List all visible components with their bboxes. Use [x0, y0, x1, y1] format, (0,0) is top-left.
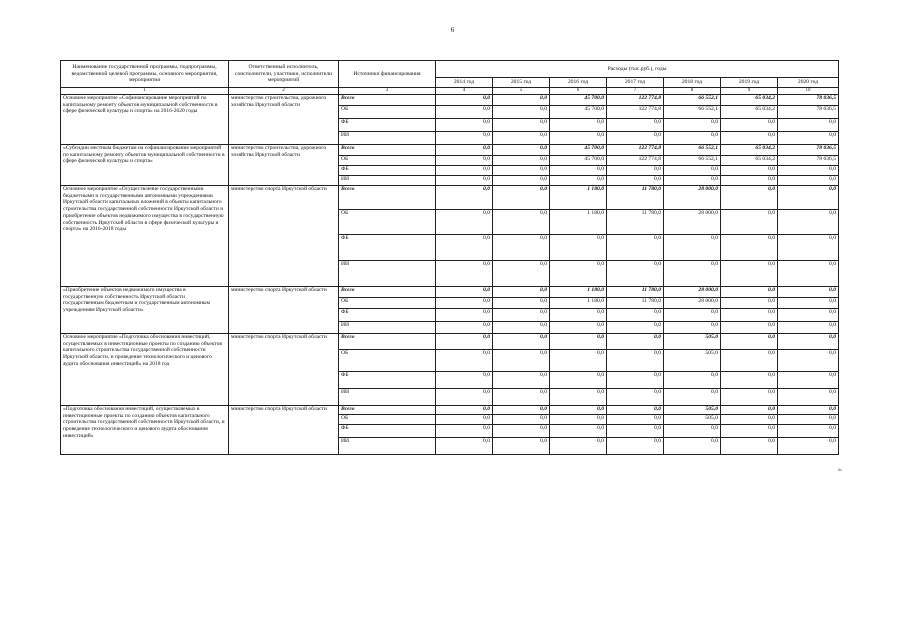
header-executor: Ответственный исполнитель, соисполнители, участники, исполнители мероприятий [229, 61, 339, 88]
expense-value: 0,0 [778, 176, 839, 186]
expense-value: 0,0 [550, 261, 607, 287]
expense-value: 0,0 [778, 350, 839, 372]
funding-source: ФБ [339, 372, 436, 389]
expense-value: 0,0 [778, 132, 839, 145]
expense-value: 0,0 [721, 186, 778, 210]
column-number: 3 [339, 88, 436, 95]
table-body [61, 95, 839, 455]
table-row [61, 334, 839, 350]
expense-value: 0,0 [664, 389, 721, 406]
expense-value: 0,0 [436, 372, 493, 389]
funding-source: ОБ [339, 415, 436, 425]
activity-name: «Подготовка обоснования инвестиций, осуществляемых в инвестиционные проекты по созданию объектов капитального строительства государственной собственности Иркутской области, и проведение технологического и ценового аудита обоснования инвестиций» [61, 406, 229, 455]
expense-value: 0,0 [778, 210, 839, 235]
expense-value: 45 700,0 [550, 95, 607, 106]
expense-value: 0,0 [493, 425, 550, 438]
expense-value: 0,0 [436, 389, 493, 406]
expense-value: 0,0 [664, 235, 721, 261]
expense-value: 0,0 [436, 156, 493, 166]
expense-value: 505,0 [664, 334, 721, 350]
expense-value: 0,0 [493, 119, 550, 132]
expense-value: 0,0 [436, 145, 493, 156]
expense-value: 0,0 [436, 287, 493, 298]
expense-value: 122 774,8 [607, 95, 664, 106]
expense-value: 0,0 [721, 389, 778, 406]
expense-value: 1 180,0 [550, 210, 607, 235]
activity-name: Основное мероприятие «Софинансирование мероприятий по капитальному ремонту объектов муниципальной собственности в сфере физической культуры и спорта» на 2016-2020 годы [61, 95, 229, 145]
expense-value: 78 036,5 [778, 156, 839, 166]
funding-source: ОБ [339, 210, 436, 235]
expense-value: 0,0 [607, 261, 664, 287]
funding-source: ИИ [339, 176, 436, 186]
expense-value: 0,0 [550, 322, 607, 334]
funding-source: ФБ [339, 309, 436, 322]
expense-value: 0,0 [436, 235, 493, 261]
expense-value: 11 780,0 [607, 298, 664, 309]
expense-value: 0,0 [493, 438, 550, 455]
expense-value: 0,0 [550, 389, 607, 406]
executor-name: министерство спорта Иркутской области [229, 406, 339, 455]
expense-value: 0,0 [778, 415, 839, 425]
expense-value: 0,0 [664, 322, 721, 334]
expense-value: 0,0 [493, 95, 550, 106]
funding-source: Всего [339, 145, 436, 156]
column-number: 4 [436, 88, 493, 95]
expense-value: 0,0 [721, 309, 778, 322]
expense-value: 0,0 [493, 106, 550, 119]
expense-value: 0,0 [721, 166, 778, 176]
expense-value: 0,0 [778, 372, 839, 389]
header-source: Источники финансирования [339, 61, 436, 88]
expense-value: 78 036,5 [778, 145, 839, 156]
expense-value: 0,0 [664, 119, 721, 132]
header-expenses: Расходы (тыс.руб.), годы [436, 61, 839, 78]
year-header: 2019 год [721, 78, 778, 88]
funding-source: ОБ [339, 298, 436, 309]
funding-source: Всего [339, 334, 436, 350]
executor-name: министерство спорта Иркутской области [229, 334, 339, 406]
executor-name: министерство спорта Иркутской области [229, 186, 339, 287]
expense-value: 65 034,2 [721, 106, 778, 119]
expense-value: 0,0 [664, 425, 721, 438]
expense-value: 0,0 [436, 186, 493, 210]
expense-value: 0,0 [607, 166, 664, 176]
expense-value: 0,0 [607, 309, 664, 322]
closing-mark: ». [838, 467, 843, 473]
expense-value: 0,0 [721, 287, 778, 298]
expense-value: 0,0 [664, 309, 721, 322]
expense-value: 0,0 [778, 438, 839, 455]
expense-value: 0,0 [778, 322, 839, 334]
expense-value: 0,0 [436, 261, 493, 287]
expense-value: 0,0 [550, 309, 607, 322]
expense-value: 0,0 [550, 425, 607, 438]
funding-source: ИИ [339, 132, 436, 145]
table-row [61, 406, 839, 415]
expense-value: 0,0 [664, 261, 721, 287]
activity-name: Основное мероприятие «Подготовка обоснования инвестиций, осуществляемых в инвестиционные проекты по созданию объектов капитального строительства государственной собственности Иркутской области, и проведение технологического и ценового аудита обоснования инвестиций» на 2018 год [61, 334, 229, 406]
expense-value: 0,0 [778, 298, 839, 309]
expense-value: 66 552,1 [664, 156, 721, 166]
expense-value: 0,0 [664, 372, 721, 389]
funding-source: ИИ [339, 322, 436, 334]
expense-value: 0,0 [721, 261, 778, 287]
expense-value: 11 780,0 [607, 287, 664, 298]
expense-value: 0,0 [721, 322, 778, 334]
expense-value: 0,0 [778, 425, 839, 438]
year-header: 2020 год [778, 78, 839, 88]
column-number: 6 [550, 88, 607, 95]
funding-source: ФБ [339, 119, 436, 132]
expense-value: 0,0 [436, 322, 493, 334]
expense-value: 0,0 [664, 166, 721, 176]
funding-source: ОБ [339, 350, 436, 372]
expense-value: 0,0 [493, 389, 550, 406]
expense-value: 0,0 [664, 132, 721, 145]
expense-value: 45 700,0 [550, 156, 607, 166]
column-number: 2 [229, 88, 339, 95]
expense-value: 0,0 [436, 334, 493, 350]
expense-value: 505,0 [664, 406, 721, 415]
expense-value: 0,0 [436, 132, 493, 145]
expense-value: 0,0 [721, 415, 778, 425]
expense-value: 0,0 [436, 210, 493, 235]
expense-value: 65 034,2 [721, 156, 778, 166]
expense-value: 66 552,1 [664, 106, 721, 119]
expense-value: 11 780,0 [607, 186, 664, 210]
expense-value: 0,0 [778, 166, 839, 176]
funding-source: Всего [339, 287, 436, 298]
expense-value: 0,0 [607, 322, 664, 334]
expense-value: 0,0 [493, 298, 550, 309]
expense-value: 0,0 [436, 298, 493, 309]
expense-value: 0,0 [721, 372, 778, 389]
expense-value: 0,0 [550, 334, 607, 350]
expenses-table [60, 60, 839, 455]
expense-value: 0,0 [493, 145, 550, 156]
expense-value: 0,0 [778, 334, 839, 350]
funding-source: ИИ [339, 389, 436, 406]
expense-value: 0,0 [550, 406, 607, 415]
funding-source: ОБ [339, 156, 436, 166]
column-number: 7 [607, 88, 664, 95]
expense-value: 0,0 [721, 406, 778, 415]
expense-value: 0,0 [607, 425, 664, 438]
expense-value: 0,0 [607, 132, 664, 145]
table-row [61, 145, 839, 156]
expense-value: 0,0 [778, 406, 839, 415]
expense-value: 0,0 [607, 235, 664, 261]
expense-value: 0,0 [493, 415, 550, 425]
year-header: 2015 год [493, 78, 550, 88]
expense-value: 0,0 [550, 132, 607, 145]
expense-value: 122 774,8 [607, 145, 664, 156]
expense-value: 1 180,0 [550, 287, 607, 298]
expense-value: 28 000,0 [664, 210, 721, 235]
expense-value: 65 034,2 [721, 145, 778, 156]
expense-value: 65 034,2 [721, 95, 778, 106]
column-number-row [61, 88, 839, 95]
expense-value: 122 774,8 [607, 156, 664, 166]
expense-value: 0,0 [436, 350, 493, 372]
expense-value: 0,0 [550, 415, 607, 425]
expense-value: 0,0 [493, 156, 550, 166]
expense-value: 0,0 [778, 186, 839, 210]
expense-value: 0,0 [436, 309, 493, 322]
year-header: 2016 год [550, 78, 607, 88]
expense-value: 1 180,0 [550, 298, 607, 309]
executor-name: министерство строительства, дорожного хозяйства Иркутской области [229, 145, 339, 186]
expense-value: 0,0 [721, 210, 778, 235]
expense-value: 45 700,0 [550, 106, 607, 119]
activity-name: «Субсидии местным бюджетам на софинансирование мероприятий по капитальному ремонту объектов муниципальной собственности в сфере физической культуры и спорта» [61, 145, 229, 186]
funding-source: ОБ [339, 106, 436, 119]
executor-name: министерство строительства, дорожного хозяйства Иркутской области [229, 95, 339, 145]
funding-source: Всего [339, 186, 436, 210]
expense-value: 0,0 [664, 176, 721, 186]
year-header: 2017 год [607, 78, 664, 88]
column-number: 9 [721, 88, 778, 95]
expense-value: 0,0 [721, 176, 778, 186]
expense-value: 0,0 [721, 425, 778, 438]
expense-value: 0,0 [607, 415, 664, 425]
expense-value: 1 180,0 [550, 186, 607, 210]
expense-value: 0,0 [721, 119, 778, 132]
funding-source: ФБ [339, 235, 436, 261]
activity-name: Основное мероприятие «Осуществление государственными бюджетными и государственными автономными учреждениями Иркутской области капитальных вложений в объекты капитального строительства государственной собственности Иркутской области и приобретение объектов недвижимого имущества в государственную собственность Иркутской области в сфере физической культуры и спорта» на 2016-2018 годы [61, 186, 229, 287]
expense-value: 0,0 [607, 350, 664, 372]
expense-value: 0,0 [436, 119, 493, 132]
expense-value: 66 552,1 [664, 145, 721, 156]
expense-value: 505,0 [664, 415, 721, 425]
funding-source: ФБ [339, 166, 436, 176]
expense-value: 0,0 [721, 235, 778, 261]
expense-value: 28 000,0 [664, 287, 721, 298]
expense-value: 0,0 [436, 438, 493, 455]
expense-value: 0,0 [436, 106, 493, 119]
expense-value: 0,0 [493, 287, 550, 298]
funding-source: Всего [339, 95, 436, 106]
expense-value: 122 774,8 [607, 106, 664, 119]
expense-value: 0,0 [493, 309, 550, 322]
expense-value: 0,0 [493, 210, 550, 235]
column-number: 10 [778, 88, 839, 95]
expense-value: 0,0 [721, 438, 778, 455]
expense-value: 0,0 [550, 350, 607, 372]
expense-value: 0,0 [493, 132, 550, 145]
expense-value: 0,0 [550, 372, 607, 389]
funding-source: ИИ [339, 261, 436, 287]
expense-value: 0,0 [493, 334, 550, 350]
expense-value: 0,0 [436, 415, 493, 425]
expense-value: 0,0 [436, 176, 493, 186]
expense-value: 0,0 [493, 406, 550, 415]
expense-value: 0,0 [550, 119, 607, 132]
table-row [61, 95, 839, 106]
year-header: 2014 год [436, 78, 493, 88]
expense-value: 0,0 [607, 119, 664, 132]
column-number: 8 [664, 88, 721, 95]
expense-value: 0,0 [778, 261, 839, 287]
header-name: Наименование государственной программы, подпрограммы, ведомственной целевой программы, основного мероприятия, мероприятия [61, 61, 229, 88]
expense-value: 0,0 [607, 176, 664, 186]
expense-value: 28 000,0 [664, 298, 721, 309]
expense-value: 0,0 [436, 95, 493, 106]
year-header: 2018 год [664, 78, 721, 88]
expense-value: 0,0 [607, 389, 664, 406]
expense-value: 0,0 [493, 166, 550, 176]
column-number: 1 [61, 88, 229, 95]
funding-source: Всего [339, 406, 436, 415]
expense-value: 0,0 [493, 176, 550, 186]
expense-value: 0,0 [493, 350, 550, 372]
expense-value: 0,0 [493, 186, 550, 210]
executor-name: министерство спорта Иркутской области [229, 287, 339, 334]
table-row [61, 186, 839, 210]
expense-value: 11 780,0 [607, 210, 664, 235]
expense-value: 78 036,5 [778, 95, 839, 106]
activity-name: «Приобретение объектов недвижимого имущества в государственную собственность Иркутской области государственным бюджетным и государственным автономным учреждениям Иркутской области» [61, 287, 229, 334]
expense-value: 0,0 [493, 261, 550, 287]
expense-value: 0,0 [721, 334, 778, 350]
expense-value: 0,0 [607, 438, 664, 455]
expense-value: 0,0 [778, 309, 839, 322]
expense-value: 0,0 [664, 438, 721, 455]
expense-value: 0,0 [436, 406, 493, 415]
expense-value: 0,0 [778, 119, 839, 132]
expense-value: 0,0 [607, 372, 664, 389]
expense-value: 78 036,5 [778, 106, 839, 119]
expense-value: 0,0 [721, 132, 778, 145]
page-number: 6 [450, 26, 455, 34]
expense-value: 0,0 [550, 235, 607, 261]
funding-source: ИИ [339, 438, 436, 455]
funding-source: ФБ [339, 425, 436, 438]
expense-value: 0,0 [607, 334, 664, 350]
expense-value: 66 552,1 [664, 95, 721, 106]
expense-value: 0,0 [436, 166, 493, 176]
expense-value: 0,0 [493, 322, 550, 334]
expense-value: 0,0 [550, 438, 607, 455]
column-number: 5 [493, 88, 550, 95]
expense-value: 0,0 [493, 372, 550, 389]
expense-value: 0,0 [436, 425, 493, 438]
expense-value: 505,0 [664, 350, 721, 372]
expense-value: 0,0 [721, 350, 778, 372]
expense-value: 0,0 [721, 298, 778, 309]
expense-value: 0,0 [550, 166, 607, 176]
expense-value: 28 000,0 [664, 186, 721, 210]
expense-value: 0,0 [607, 406, 664, 415]
expense-value: 0,0 [550, 176, 607, 186]
expense-value: 45 700,0 [550, 145, 607, 156]
table-row [61, 287, 839, 298]
expense-value: 0,0 [778, 287, 839, 298]
expense-value: 0,0 [778, 235, 839, 261]
expense-value: 0,0 [493, 235, 550, 261]
expense-value: 0,0 [778, 389, 839, 406]
